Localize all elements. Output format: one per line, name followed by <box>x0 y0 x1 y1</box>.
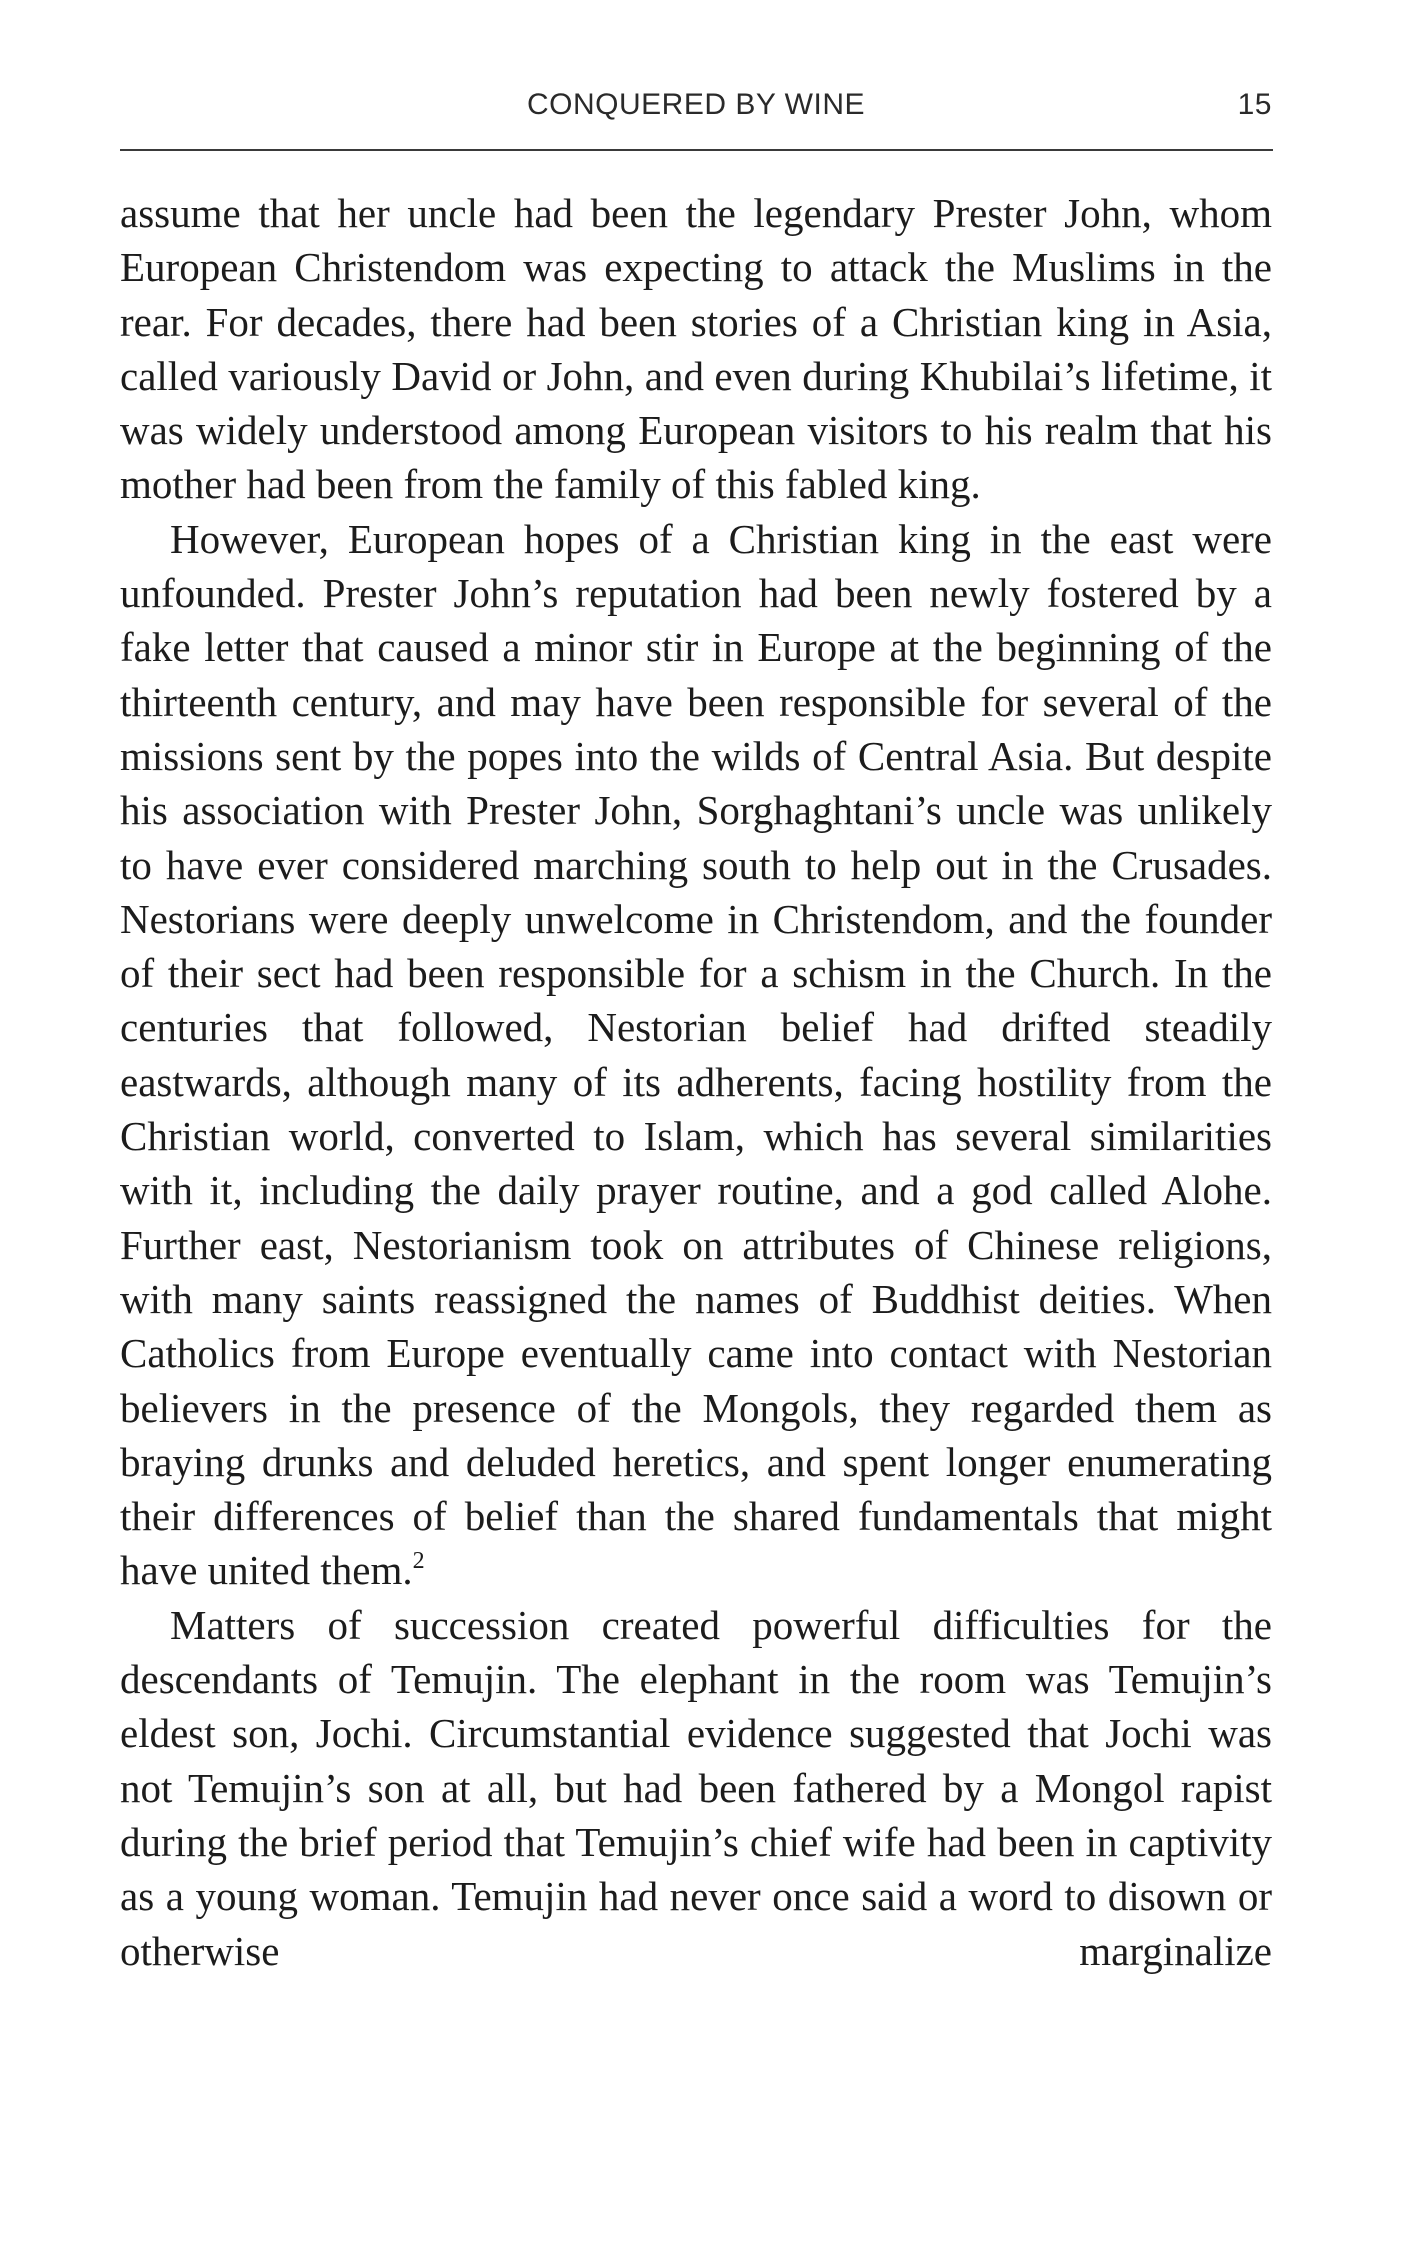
body-text <box>120 186 1272 1978</box>
paragraph-3 <box>120 1598 1272 1978</box>
paragraph-2 <box>120 512 1272 1598</box>
running-head <box>120 88 1272 128</box>
paragraph-2-text: However, European hopes of a Christian king in the east were unfounded. Prester John’s reputation had been newly fostered by a fake letter that caused a minor stir in Europe at the beginning of the thirteenth century, and may have been responsible for several of the missions sent by the popes into the wilds of Central Asia. But despite his association with Prester John, Sorghaghtani’s uncle was unlikely to have ever considered marching south to help out in the Crusades. Nestorians were deeply unwelcome in Christendom, and the founder of their sect had been responsible for a schism in the Church. In the centuries that followed, Nestorian belief had drifted steadily eastwards, although many of its adherents, facing hostility from the Christian world, converted to Islam, which has several similarities with it, including the daily prayer routine, and a god called Alohe. Further east, Nestorianism took on attributes of Chinese religions, with many saints reassigned the names of Buddhist deities. When Catholics from Europe eventually came into contact with Nestorian believers in the presence of the Mongols, they regarded them as braying drunks and deluded heretics, and spent longer enumerating their differences of belief than the shared fundamentals that might have united them. <box>120 515 1272 1594</box>
footnote-marker: 2 <box>412 1547 425 1574</box>
running-head-title: CONQUERED BY WINE <box>527 88 865 121</box>
paragraph-1 <box>120 186 1272 512</box>
paragraph-3-text: Matters of succession created powerful difficulties for the descendants of Temujin. The elephant in the room was Temujin’s eldest son, Jochi. Circumstantial evidence suggested that Jochi was not Temujin’s son at all, but had been fathered by a Mongol rapist during the brief period that Temujin’s chief wife had been in captivity as a young woman. Temujin had never once said a word to disown or otherwise marginalize <box>120 1601 1272 1974</box>
header-rule <box>120 149 1273 151</box>
page-number: 15 <box>1237 88 1272 121</box>
paragraph-1-text: assume that her uncle had been the legendary Prester John, whom European Christendom was expecting to attack the Muslims in the rear. For decades, there had been stories of a Christian king in Asia, called variously David or John, and even during Khubilai’s lifetime, it was widely understood among European visitors to his realm that his mother had been from the family of this fabled king. <box>120 190 1272 508</box>
